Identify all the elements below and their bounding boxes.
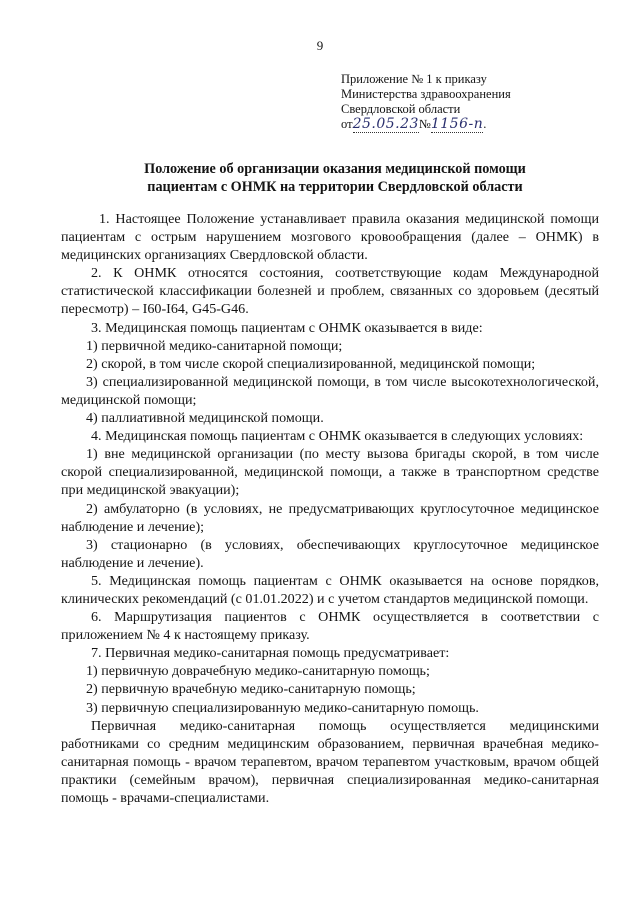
document-title	[80, 160, 590, 196]
list-item: 1) первичной медико-санитарной помощи;	[86, 337, 343, 354]
list-item: 2) амбулаторно (в условиях, не предусматривающих круглосуточное медицинское наблюдение и лечение);	[61, 500, 599, 535]
appendix-date-line	[341, 117, 511, 132]
paragraph: 5. Медицинская помощь пациентам с ОНМК оказывается на основе порядков, клинических рекомендаций (с 01.01.2022) и с учетом стандартов медицинской помощи.	[61, 572, 599, 607]
title-line-2: пациентам с ОНМК на территории Свердловской области	[147, 179, 523, 195]
list-item: 3) специализированной медицинской помощи, в том числе высокотехнологической, медицинской помощи;	[61, 373, 599, 408]
list-item: 3) стационарно (в условиях, обеспечивающих круглосуточное медицинское наблюдение и лечение).	[61, 536, 599, 571]
list-item: 1) вне медицинской организации (по месту вызова бригады скорой, в том числе скорой специализированной, медицинской помощи, а также в транспортном средстве при медицинской эвакуации);	[61, 446, 599, 499]
handwritten-date: 25.05.23	[352, 116, 419, 132]
list-item: 3) первичную специализированную медико-санитарную помощь.	[86, 699, 479, 716]
list-item: 2) первичную врачебную медико-санитарную помощь;	[86, 681, 416, 698]
paragraph: 6. Маршрутизация пациентов с ОНМК осуществляется в соответствии с приложением № 4 к настоящему приказу.	[61, 609, 599, 644]
paragraph: 1. Настоящее Положение устанавливает правила оказания медицинской помощи пациентам с острым нарушением мозгового кровообращения (далее – ОНМК) в медицинских организациях Свердловской области.	[61, 211, 599, 264]
number-prefix: №	[418, 117, 431, 131]
paragraph: 4. Медицинская помощь пациентам с ОНМК оказывается в следующих условиях:	[91, 428, 584, 445]
page-number: 9	[316, 38, 324, 53]
trailing-dot: .	[483, 117, 487, 131]
list-item: 2) скорой, в том числе скорой специализированной, медицинской помощи;	[86, 355, 536, 372]
date-prefix: от	[341, 117, 353, 131]
appendix-line-3: Свердловской области	[341, 102, 461, 116]
appendix-line-1: Приложение № 1 к приказу	[341, 72, 487, 86]
appendix-header	[341, 72, 511, 132]
appendix-line-2: Министерства здравоохранения	[341, 87, 511, 101]
document-body	[61, 210, 599, 807]
paragraph: Первичная медико-санитарная помощь осуществляется медицинскими работниками со средним медицинским образованием, первичная врачебная медико-санитарная помощь - врачом терапевтом, врачом терапевтом участковым, врачом общей практики (семейным врачом), первичная специализированная медико-санитарная помощь - врачами-специалистами.	[61, 717, 599, 806]
handwritten-number: 1156-п	[430, 116, 484, 132]
paragraph: 3. Медицинская помощь пациентам с ОНМК оказывается в виде:	[91, 319, 483, 336]
paragraph: 7. Первичная медико-санитарная помощь предусматривает:	[91, 645, 450, 662]
paragraph: 2. К ОНМК относятся состояния, соответствующие кодам Международной статистической классификации болезней и проблем, связанных со здоровьем (десятый пересмотр) – I60-I64, G45-G46.	[61, 265, 599, 318]
title-line-1: Положение об организации оказания медицинской помощи	[144, 161, 526, 177]
list-item: 4) паллиативной медицинской помощи.	[86, 410, 324, 427]
list-item: 1) первичную доврачебную медико-санитарную помощь;	[86, 663, 430, 680]
